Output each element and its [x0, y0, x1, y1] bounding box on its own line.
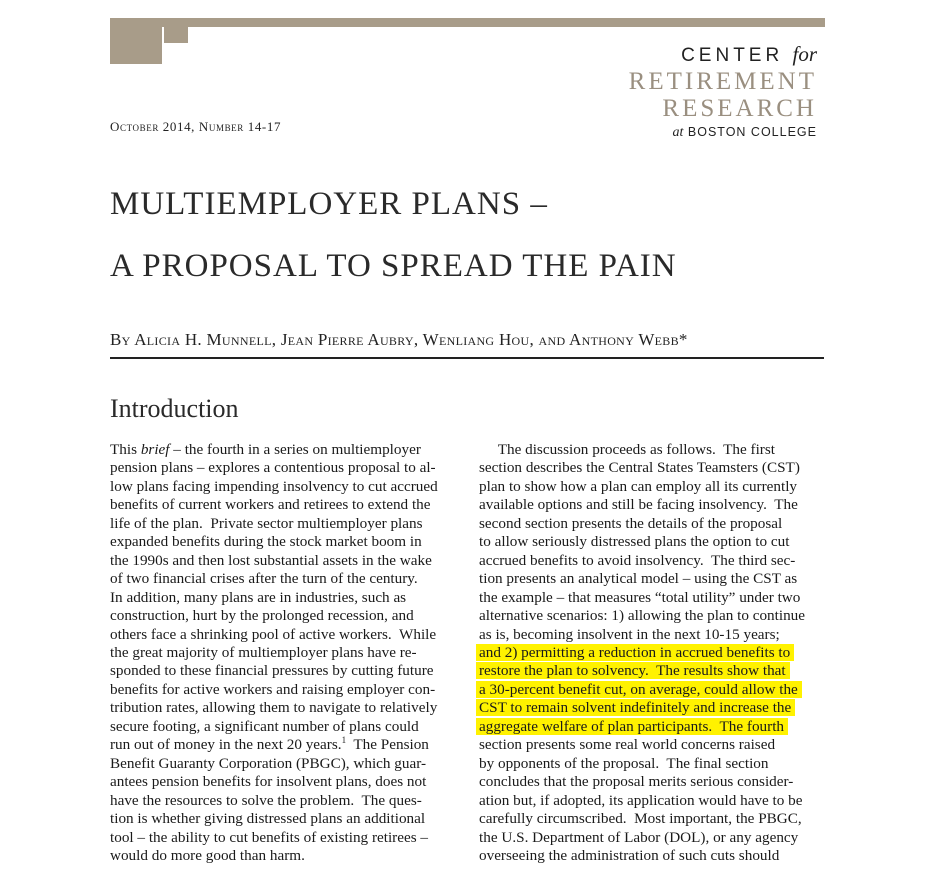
- body-line: section presents some real world concerns raised: [479, 736, 776, 754]
- body-line: second section presents the details of the proposal: [479, 514, 783, 532]
- logo-line-3: RESEARCH: [662, 95, 817, 122]
- highlighted-line: [479, 699, 824, 717]
- header-block-small: [164, 18, 188, 43]
- highlight-mark: a 30-percent benefit cut, on average, could allow the: [476, 681, 802, 698]
- header-rule: [110, 18, 825, 27]
- body-line: overseeing the administration of such cuts should: [479, 846, 780, 864]
- title-line-1: MULTIEMPLOYER PLANS –: [110, 186, 548, 222]
- crr-logo: [629, 42, 817, 143]
- body-line: tion presents an analytical model – using the CST as: [479, 570, 798, 588]
- body-line: the great majority of multiemployer plans have re-: [110, 643, 417, 661]
- body-line: tool – the ability to cut benefits of existing retirees –: [110, 828, 429, 846]
- issue-dateline: October 2014, Number 14-17: [110, 119, 282, 134]
- highlight-mark: aggregate welfare of plan participants. The fourth: [476, 718, 788, 735]
- logo-line-1: CENTER for: [681, 42, 817, 66]
- body-line-footnote: run out of money in the next 20 years.$^1$ The Pension: [110, 735, 429, 754]
- body-line: carefully circumscribed. Most important, the PBGC,: [479, 810, 802, 828]
- body-line: of two financial crises after the turn of the century.: [110, 570, 418, 588]
- body-line: This brief – the fourth in a series on multiemployer: [110, 441, 421, 458]
- body-line: plan to show how a plan can employ all its currently: [479, 477, 798, 495]
- highlighted-line: [479, 718, 824, 736]
- footnote-marker[interactable]: 1: [341, 735, 347, 746]
- body-line: have the resources to solve the problem. The ques-: [110, 791, 422, 809]
- body-line: would do more good than harm.: [110, 846, 305, 864]
- left-column: [110, 441, 455, 865]
- byline-rule: [110, 357, 824, 359]
- body-line: benefits for active workers and raising employer con-: [110, 680, 436, 698]
- body-line: concludes that the proposal merits serious consider-: [479, 773, 794, 791]
- header-block-large: [110, 18, 162, 64]
- body-line: pension plans – explores a contentious proposal to al-: [110, 459, 436, 477]
- body-line: available options and still be facing insolvency. The: [479, 496, 798, 514]
- body-line: the U.S. Department of Labor (DOL), or any agency: [479, 828, 799, 846]
- highlight-mark: restore the plan to solvency. The results show that: [476, 662, 790, 679]
- highlighted-line: [479, 662, 824, 680]
- body-line: Benefit Guaranty Corporation (PBGC), which guar-: [110, 754, 427, 772]
- body-line: expanded benefits during the stock market boom in: [110, 533, 422, 551]
- author-byline: By Alicia H. Munnell, Jean Pierre Aubry, Wenliang Hou, and Anthony Webb*: [110, 330, 688, 349]
- body-line: to allow seriously distressed plans the option to cut: [479, 533, 790, 551]
- highlighted-line: [479, 681, 824, 699]
- highlighted-line: [479, 644, 824, 662]
- title-line-2: A PROPOSAL TO SPREAD THE PAIN: [110, 248, 677, 284]
- logo-line-2: RETIREMENT: [628, 68, 817, 95]
- body-line: the 1990s and then lost substantial assets in the wake: [110, 551, 432, 569]
- body-line: low plans facing impending insolvency to cut accrued: [110, 477, 438, 495]
- body-line: secure footing, a significant number of plans could: [110, 717, 419, 735]
- section-heading: Introduction: [110, 394, 239, 423]
- body-line: benefits of current workers and retirees to extend the: [110, 496, 431, 514]
- body-line: life of the plan. Private sector multiemployer plans: [110, 514, 423, 532]
- body-line: the example – that measures “total utility” under two: [479, 588, 801, 606]
- highlight-mark: and 2) permitting a reduction in accrued benefits to: [476, 644, 794, 661]
- body-line: construction, hurt by the prolonged recession, and: [110, 607, 414, 625]
- body-line: by opponents of the proposal. The final section: [479, 754, 769, 772]
- highlight-mark: CST to remain solvent indefinitely and increase the: [476, 699, 795, 716]
- body-line: The discussion proceeds as follows. The first: [479, 441, 775, 458]
- body-line: antees pension benefits for insolvent plans, does not: [110, 773, 427, 791]
- body-line: section describes the Central States Teamsters (CST): [479, 459, 800, 477]
- body-line: ation but, if adopted, its application would have to be: [479, 791, 803, 809]
- right-column: [479, 441, 824, 865]
- body-line: tion is whether giving distressed plans an additional: [110, 810, 426, 828]
- body-line: sponded to these financial pressures by cutting future: [110, 662, 434, 680]
- body-line: others face a shrinking pool of active workers. While: [110, 625, 437, 643]
- logo-line-4: at BOSTON COLLEGE: [672, 125, 817, 140]
- body-line: accrued benefits to avoid insolvency. The third sec-: [479, 551, 796, 569]
- body-line: tribution rates, allowing them to navigate to relatively: [110, 699, 438, 717]
- body-line: In addition, many plans are in industries, such as: [110, 588, 407, 606]
- body-line: alternative scenarios: 1) allowing the plan to continue: [479, 607, 806, 625]
- body-line: as is, becoming insolvent in the next 10-15 years;: [479, 625, 780, 643]
